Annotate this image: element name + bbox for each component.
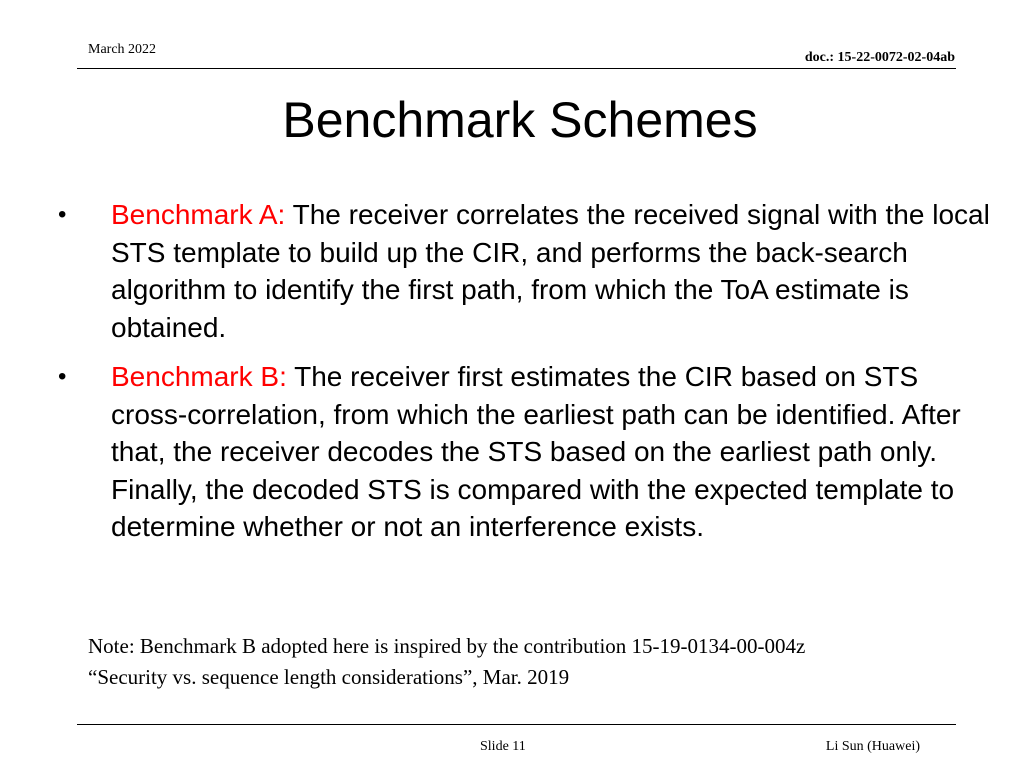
header-date: March 2022 bbox=[88, 42, 157, 57]
bullet-marker: • bbox=[58, 363, 67, 390]
bullet-text bbox=[111, 196, 991, 346]
footer-author: Li Sun (Huawei) bbox=[825, 739, 920, 754]
bullet-label: Benchmark B: bbox=[111, 361, 287, 392]
slide-title: Benchmark Schemes bbox=[282, 92, 758, 148]
bullet-body: The receiver correlates the received signal with the local STS template to build up the CIR, and performs the back-search algorithm to identify the first path, from which the ToA estimate is obtained. bbox=[111, 199, 990, 343]
note-line-2: “Security vs. sequence length considerations”, Mar. 2019 bbox=[88, 665, 570, 689]
note bbox=[88, 631, 988, 693]
note-line-1: Note: Benchmark B adopted here is inspired by the contribution 15-19-0134-00-004z bbox=[88, 634, 806, 658]
footer-divider bbox=[77, 724, 956, 725]
bullet-text bbox=[111, 358, 991, 546]
bullet-label: Benchmark A: bbox=[111, 199, 286, 230]
bullet-body: The receiver first estimates the CIR based on STS cross-correlation, from which the earliest path can be identified. After that, the receiver decodes the STS based on the earliest path only. Finally, the decoded STS is compared with the expected template to determine whether or not an interference exists. bbox=[111, 361, 961, 542]
header-doc-id: doc.: 15-22-0072-02-04ab bbox=[804, 50, 955, 65]
bullet-marker: • bbox=[58, 201, 67, 228]
slide-number: Slide 11 bbox=[480, 739, 526, 754]
header-divider bbox=[77, 68, 956, 69]
